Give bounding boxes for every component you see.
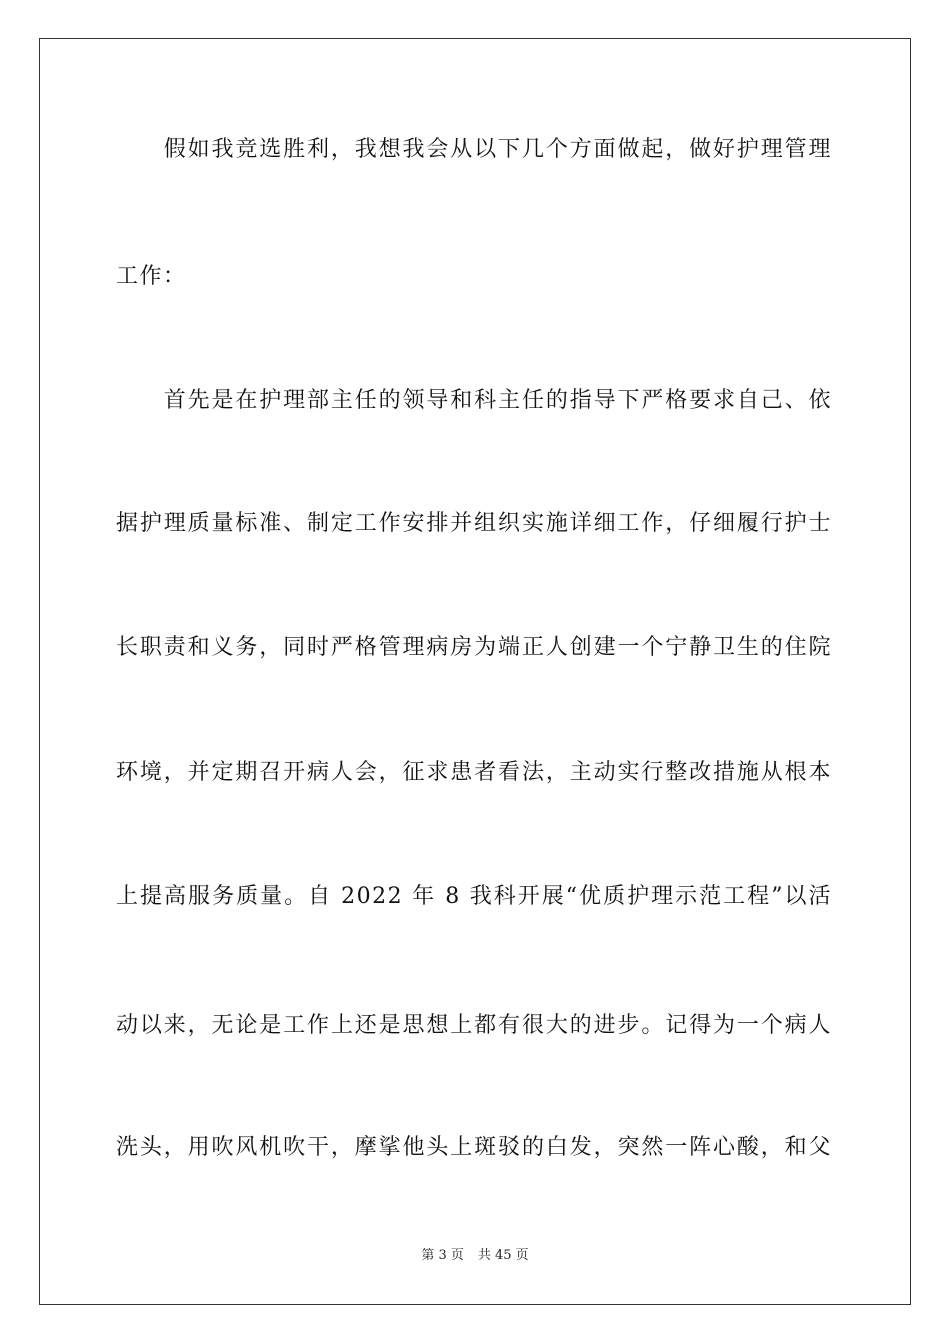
paragraph-line: 环境，并定期召开病人会，征求患者看法，主动实行整改措施从根本 [116,760,832,785]
page-footer [0,1247,950,1265]
total-pages: 共 45 页 [477,1248,529,1263]
paragraph-line: 据护理质量标准、制定工作安排并组织实施详细工作，仔细履行护士 [116,511,832,536]
paragraph-line: 上提高服务质量。自 2022 年 8 我科开展“优质护理示范工程”以活 [116,884,832,909]
paragraph-line: 工作： [116,264,187,289]
paragraph-line: 首先是在护理部主任的领导和科主任的指导下严格要求自己、依 [116,388,832,413]
paragraph-line: 动以来，无论是工作上还是思想上都有很大的进步。记得为一个病人 [116,1013,832,1038]
paragraph-line: 假如我竞选胜利，我想我会从以下几个方面做起，做好护理管理 [116,137,832,162]
page-number: 第 3 页 [421,1248,464,1263]
paragraph-line: 洗头，用吹风机吹干，摩挲他头上斑驳的白发，突然一阵心酸，和父 [116,1135,832,1160]
paragraph-line: 长职责和义务，同时严格管理病房为端正人创建一个宁静卫生的住院 [116,635,832,660]
page-border [39,38,911,1305]
